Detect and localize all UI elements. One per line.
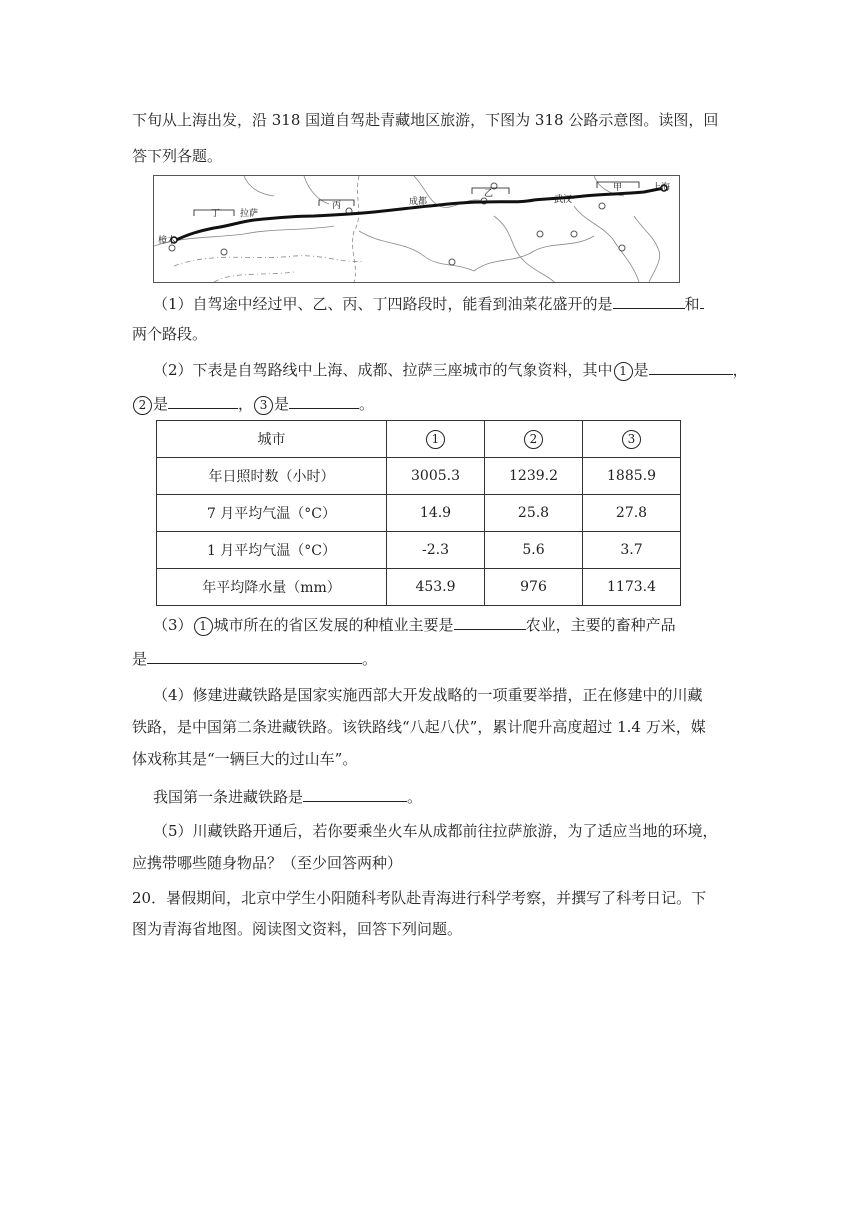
circled-number-2: 2 [133, 396, 152, 415]
q2-line-2 [132, 393, 374, 415]
label-lasa: 拉萨 [240, 209, 259, 219]
q3-period: 。 [362, 650, 378, 668]
table-cell: 976 [485, 569, 583, 606]
q3-line-1 [153, 614, 676, 636]
label-zhangmu: 樟木 [158, 236, 177, 246]
label-ding: 丁 [211, 209, 221, 219]
table-row [157, 569, 681, 606]
circled-number-3: 3 [622, 430, 641, 449]
q4-line-2: 铁路，是中国第二条进藏铁路。该铁路线“八起八伏”，累计爬升高度超过 1.4 万米，媒 [132, 718, 706, 736]
table-row-label: 年平均降水量（mm） [157, 569, 387, 606]
q20-line-1: 20．暑假期间，北京中学生小阳随科考队赴青海进行科学考察，并撰写了科考日记。下 [132, 889, 707, 907]
q1-line-2: 两个路段。 [132, 325, 208, 343]
table-cell: 25.8 [485, 495, 583, 532]
circled-number-2: 2 [524, 430, 543, 449]
label-yi: 乙 [484, 189, 494, 199]
intro-line-2: 答下列各题。 [132, 147, 223, 165]
q2-comma: ， [238, 395, 254, 413]
q4-line-1: （4）修建进藏铁路是国家实施西部大开发战略的一项重要举措，正在修建中的川藏 [153, 686, 703, 704]
q3-number: （3） [153, 616, 193, 634]
q5-line-1: （5）川藏铁路开通后，若你要乘坐火车从成都前往拉萨旅游，为了适应当地的环境， [153, 822, 718, 840]
table-header-cell [387, 421, 485, 458]
table-cell: 3.7 [583, 532, 681, 569]
q2-text-is: 是 [274, 395, 290, 413]
q3-text: 城市所在的省区发展的种植业主要是 [213, 616, 454, 634]
q2-text: （2）下表是自驾路线中上海、成都、拉萨三座城市的气象资料，其中 [153, 361, 613, 379]
table-cell: 1885.9 [583, 458, 681, 495]
table-cell: 1239.2 [485, 458, 583, 495]
label-bing: 丙 [332, 201, 342, 211]
table-cell: 27.8 [583, 495, 681, 532]
q4-text: 我国第一条进藏铁路是 [153, 788, 304, 806]
table-row [157, 495, 681, 532]
answer-blank[interactable] [289, 393, 359, 409]
table-row [157, 458, 681, 495]
label-wuhan: 武汉 [554, 195, 573, 205]
route-318-map [153, 175, 680, 283]
q2-period: 。 [359, 395, 375, 413]
circled-number-1: 1 [194, 617, 213, 636]
answer-blank[interactable] [649, 359, 733, 375]
table-header-cell [583, 421, 681, 458]
q2-line-1 [153, 359, 748, 381]
table-row-label: 7 月平均气温（°C） [157, 495, 387, 532]
q3-text: 农业，主要的畜种产品 [525, 616, 676, 634]
q20-line-2: 图为青海省地图。阅读图文资料，回答下列问题。 [132, 920, 463, 938]
q2-text-is: 是 [633, 361, 649, 379]
answer-blank[interactable] [613, 293, 685, 309]
circled-number-3: 3 [254, 396, 273, 415]
answer-blank[interactable] [700, 293, 704, 309]
q4-line-3: 体戏称其是“一辆巨大的过山车”。 [132, 750, 358, 768]
table-cell: 3005.3 [387, 458, 485, 495]
table-header-cell [485, 421, 583, 458]
table-cell: 5.6 [485, 532, 583, 569]
table-cell: 1173.4 [583, 569, 681, 606]
q1-text: （1）自驾途中经过甲、乙、丙、丁四路段时，能看到油菜花盛开的是 [153, 295, 613, 313]
table-header-cell: 城市 [157, 421, 387, 458]
table-cell: 453.9 [387, 569, 485, 606]
q3-line-2 [132, 648, 377, 670]
q2-comma: ， [732, 361, 748, 379]
answer-blank[interactable] [147, 648, 362, 664]
intro-line-1: 下旬从上海出发，沿 318 国道自驾赴青藏地区旅游，下图为 318 公路示意图。读图，回 [132, 111, 719, 129]
table-row-label: 年日照时数（小时） [157, 458, 387, 495]
circled-number-1: 1 [426, 430, 445, 449]
answer-blank[interactable] [168, 393, 238, 409]
table-cell: 14.9 [387, 495, 485, 532]
q5-line-2: 应携带哪些随身物品？（至少回答两种） [132, 854, 403, 872]
q2-text-is: 是 [153, 395, 169, 413]
label-jia: 甲 [613, 183, 623, 193]
answer-blank[interactable] [303, 786, 407, 802]
q1-line-1 [153, 293, 704, 315]
table-cell: -2.3 [387, 532, 485, 569]
q4-line-4 [153, 786, 422, 808]
circled-number-1: 1 [614, 362, 633, 381]
label-chengdu: 成都 [409, 197, 428, 207]
climate-data-table [156, 420, 681, 606]
q1-text-and: 和 [684, 295, 700, 313]
answer-blank[interactable] [454, 614, 526, 630]
q3-text: 是 [132, 650, 148, 668]
table-row-label: 1 月平均气温（°C） [157, 532, 387, 569]
table-row [157, 532, 681, 569]
table-header-row [157, 421, 681, 458]
label-shanghai: 上海 [652, 183, 671, 193]
q4-period: 。 [407, 788, 423, 806]
